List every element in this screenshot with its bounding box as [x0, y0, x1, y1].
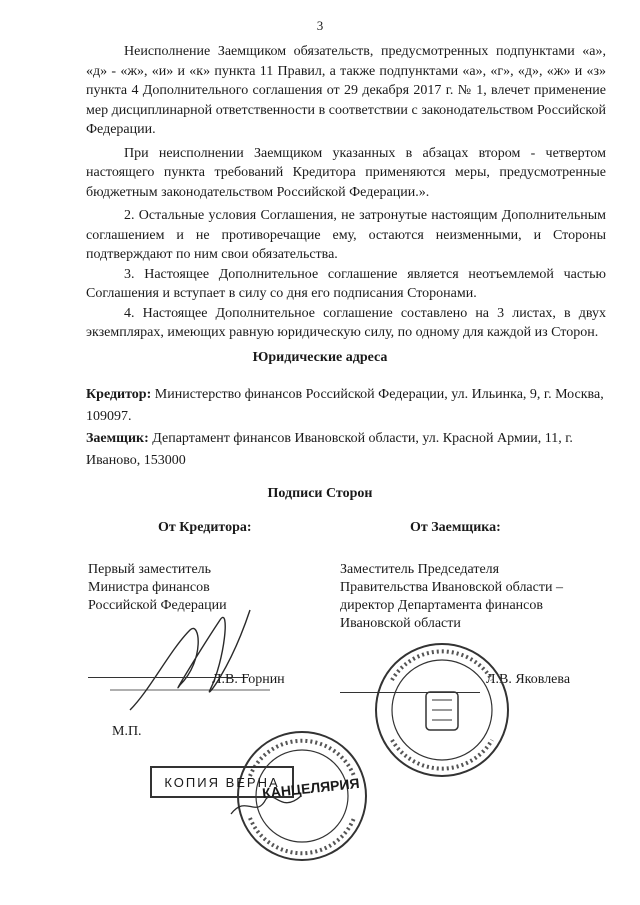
borrower-position — [340, 561, 563, 633]
borrower-address-text: Департамент финансов Ивановской области, ул. Красной Армии, 11, г. Иваново, 153000 — [86, 431, 573, 468]
creditor-position-line: Российской Федерации — [88, 598, 227, 613]
paragraph-2: При неисполнении Заемщиком указанных в абзацах втором - четвертом настоящего пункта требований Кредитора применяются меры, предусмотренные бюджетным законодательством Российской Федерации.». — [86, 145, 606, 200]
page-number: 3 — [316, 18, 324, 33]
creditor-address — [86, 384, 606, 428]
paragraph-4: 3. Настоящее Дополнительное соглашение является неотъемлемой частью Соглашения и вступает в силу со дня его подписания Сторонами. — [86, 266, 606, 301]
borrower-label: Заемщик: — [86, 431, 149, 446]
borrower-position-line: Заместитель Председателя — [340, 562, 500, 577]
creditor-position-line: Первый заместитель — [88, 562, 212, 577]
creditor-signature — [110, 590, 270, 740]
borrower-address — [86, 428, 606, 472]
document-body — [86, 42, 606, 343]
chancellery-label: КАНЦЕЛЯРИЯ — [261, 774, 361, 802]
paragraph-1: Неисполнение Заемщиком обязательств, предусмотренных подпунктами «а», «д» - «ж», «и» и «к» пункта 11 Правил, а также подпунктами «а», «г», «д», «ж» и «з» пункта 4 Дополнительного соглашения от 29 декабря 2017 г. № 1, влечет применение мер дисциплинарной ответственности в соответствии с законодательством Российской Федерации. — [86, 44, 606, 137]
borrower-signer-name: Л.В. Яковлева — [486, 672, 571, 687]
creditor-position-line: Министра финансов — [88, 580, 210, 595]
paragraph-3: 2. Остальные условия Соглашения, не затронутые настоящим Дополнительным соглашением и не противоречащие ему, остаются неизменными, и Стороны подтверждают по ним свои обязательства. — [86, 208, 606, 262]
borrower-heading: От Заемщика: — [410, 520, 501, 535]
legal-addresses-title: Юридические адреса — [252, 350, 388, 365]
creditor-label: Кредитор: — [86, 387, 152, 402]
borrower-position-line: Правительства Ивановской области – — [340, 580, 563, 595]
creditor-heading: От Кредитора: — [158, 520, 252, 535]
copy-verified-stamp: КОПИЯ ВЕРНА — [150, 766, 294, 798]
borrower-position-line: директор Департамента финансов — [340, 598, 543, 613]
copy-signature — [226, 784, 306, 824]
borrower-position-line: Ивановской области — [340, 616, 461, 631]
paragraph-5: 4. Настоящее Дополнительное соглашение составлено на 3 листах, в двух экземплярах, имеющих равную юридическую силу, по одному для каждой из Сторон. — [86, 305, 606, 340]
borrower-seal — [372, 640, 512, 780]
creditor-address-text: Министерство финансов Российской Федерации, ул. Ильинка, 9, г. Москва, 109097. — [86, 387, 604, 424]
mp-label: М.П. — [112, 724, 142, 739]
creditor-signer-name: Л.В. Горнин — [212, 672, 285, 687]
signatures-title: Подписи Сторон — [267, 486, 373, 501]
